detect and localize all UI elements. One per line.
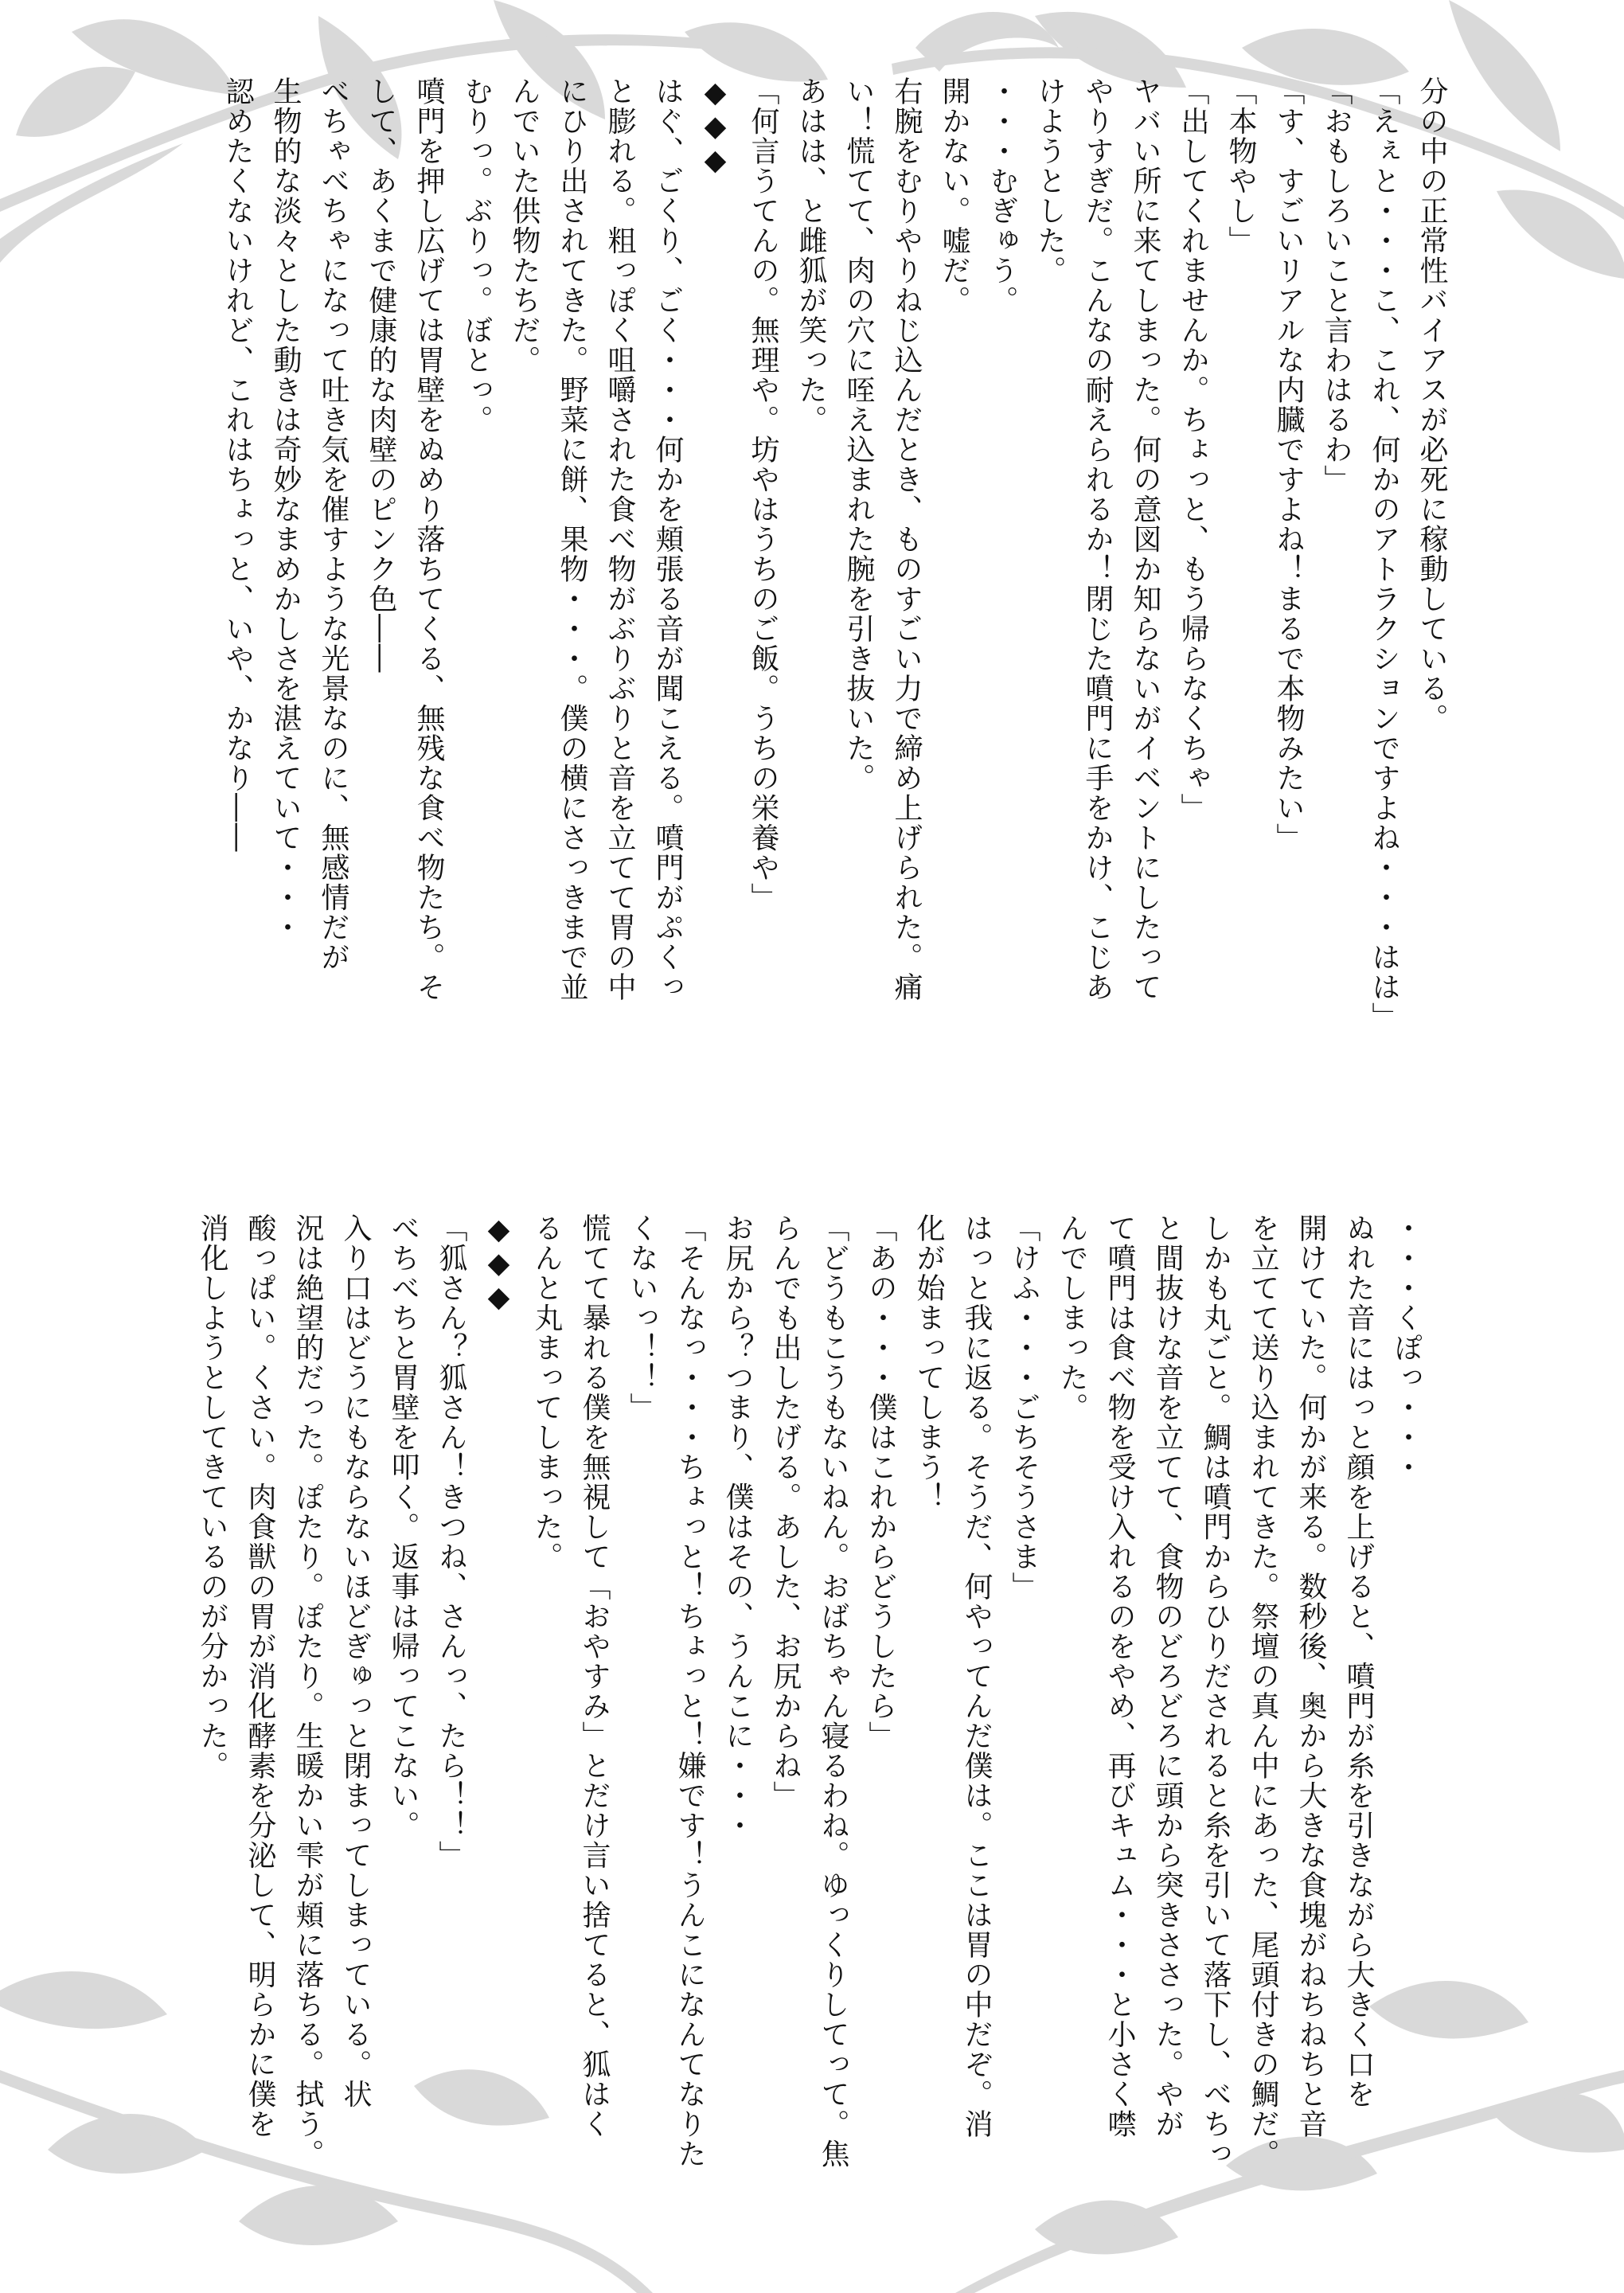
text-line: い！慌てて、肉の穴に咥え込まれた腕を引き抜いた。 (842, 76, 875, 793)
leaf-icon (1449, 0, 1560, 151)
text-line: べちべちと胃壁を叩く。返事は帰ってこない。 (387, 1213, 420, 1841)
text-line: やりすぎだ。こんなの耐えられるか！閉じた噴門に手をかけ、こじあ (1081, 76, 1114, 1002)
text-line: ぬれた音にはっと顔を上げると、噴門が糸を引きながら大きく口を (1342, 1213, 1375, 2109)
text-line: るんと丸まってしまった。 (530, 1213, 563, 1572)
dialogue-line: 「どうもこうもないねん。おばちゃん寝るわね。ゆっくりしてって。焦 (817, 1213, 849, 2169)
bottom-text-block (166, 1213, 1430, 2232)
text-line: んでいた供物たちだ。 (508, 76, 541, 375)
dialogue-line: らんでも出したげる。あした、お尻からね」 (769, 1213, 802, 1811)
text-line: ・・・むぎゅう。 (986, 76, 1018, 315)
text-line: あはは、と雌狐が笑った。 (794, 76, 827, 435)
text-line: 分の中の正常性バイアスが必死に稼動している。 (1415, 76, 1448, 733)
text-line: ヤバい所に来てしまった。何の意図か知らないがイベントにしたって (1129, 76, 1161, 1002)
text-line: けようとした。 (1033, 76, 1066, 286)
text-line: 噴門を押し広げては胃壁をぬめり落ちてくる、無残な食べ物たち。そ (412, 76, 445, 1002)
text-line: ・・・くぽっ・・・ (1390, 1213, 1423, 1482)
dialogue-line: 「本物やし」 (1224, 76, 1257, 256)
text-line: しかも丸ごと。鯛は噴門からひりだされると糸を引いて落下し、べちっ (1199, 1213, 1232, 2169)
top-text-block (166, 76, 1455, 1096)
dialogue-line: 「出してくれませんか。ちょっと、もう帰らなくちゃ」 (1177, 76, 1209, 823)
section-break: ◆◆◆ (482, 1213, 515, 1315)
text-line: して、あくまで健康的な肉壁のピンク色―― (365, 76, 397, 674)
text-line: 開けていた。何かが来る。数秒後、奥から大きな食塊がねちねちと音 (1294, 1213, 1327, 2139)
text-line: べちゃべちゃになって吐き気を催すような光景なのに、無感情だが (317, 76, 349, 972)
dialogue-line: 「す、すごいリアルな内臓ですよね！まるで本物みたい」 (1272, 76, 1305, 853)
text-line: と間抜けな音を立てて、食物のどろどろに頭から突きささった。やが (1151, 1213, 1184, 2139)
dialogue-line: 「えぇと・・・こ、これ、何かのアトラクションですよね・・・はは」 (1368, 76, 1400, 1032)
dialogue-line: 「何言うてんの。無理や。坊やはうちのご飯。うちの栄養や」 (747, 76, 779, 912)
dialogue-line: 「狐さん？狐さん！きつね、さんっ、たら！！」 (435, 1213, 467, 1870)
leaf-icon (0, 1971, 167, 2029)
text-line: お尻から？つまり、僕はその、うんこに・・・ (721, 1213, 754, 1841)
text-line: にひり出されてきた。野菜に餅、果物・・・。僕の横にさっきまで並 (556, 76, 588, 1002)
dialogue-line: 「おもしろいこと言わはるわ」 (1320, 76, 1353, 494)
text-line: 入り口はどうにもならないほどぎゅっと閉まってしまっている。状 (339, 1213, 372, 2109)
text-line: 消化しようとしてきているのが分かった。 (196, 1213, 228, 1781)
text-line: 生物的な淡々とした動きは奇妙なまめかしさを湛えていて・・・ (269, 76, 302, 943)
text-line: 況は絶望的だった。ぽたり。ぽたり。生暖かい雫が頬に落ちる。拭う。 (291, 1213, 324, 2169)
text-line: 化が始まってしまう！ (912, 1213, 945, 1512)
text-line: 認めたくないけれど、これはちょっと、いや、かなり―― (221, 76, 254, 853)
text-line: 酸っぱい。くさい。肉食獣の胃が消化酵素を分泌して、明らかに僕を (244, 1213, 276, 2139)
text-line: と膨れる。粗っぽく咀嚼された食べ物がぶりぶりと音を立てて胃の中 (603, 76, 636, 1002)
text-line: 開かない。嘘だ。 (938, 76, 970, 315)
text-line: 右腕をむりやりねじ込んだとき、ものすごい力で締め上げられた。痛 (890, 76, 923, 1002)
dialogue-line: 「あの・・・僕はこれからどうしたら」 (865, 1213, 897, 1751)
text-line: はぐ、ごくり、ごく・・・何かを頬張る音が聞こえる。噴門がぷくっ (651, 76, 684, 1002)
dialogue-line: くないっ！！」 (626, 1213, 658, 1423)
dialogue-line: 「けふ・・・ごちそうさま」 (1008, 1213, 1040, 1602)
text-line: むりっ。ぶりっ。ぼとっ。 (460, 76, 493, 435)
dialogue-line: 「そんなっ・・・ちょっと！ちょっと！嫌です！うんこになんてなりた (673, 1213, 706, 2169)
text-line: んでしまった。 (1056, 1213, 1088, 1423)
text-line: を立てて送り込まれてきた。祭壇の真ん中にあった、尾頭付きの鯛だ。 (1247, 1213, 1279, 2169)
text-line: はっと我に返る。そうだ、何やってんだ僕は。ここは胃の中だぞ。消 (960, 1213, 993, 2139)
text-line: 慌てて暴れる僕を無視して「おやすみ」とだけ言い捨てると、狐はく (578, 1213, 611, 2139)
section-break: ◆◆◆ (699, 76, 732, 178)
leaf-icon (16, 67, 135, 137)
text-line: て噴門は食べ物を受け入れるのをやめ、再びキュム・・・と小さく噤 (1103, 1213, 1136, 2139)
